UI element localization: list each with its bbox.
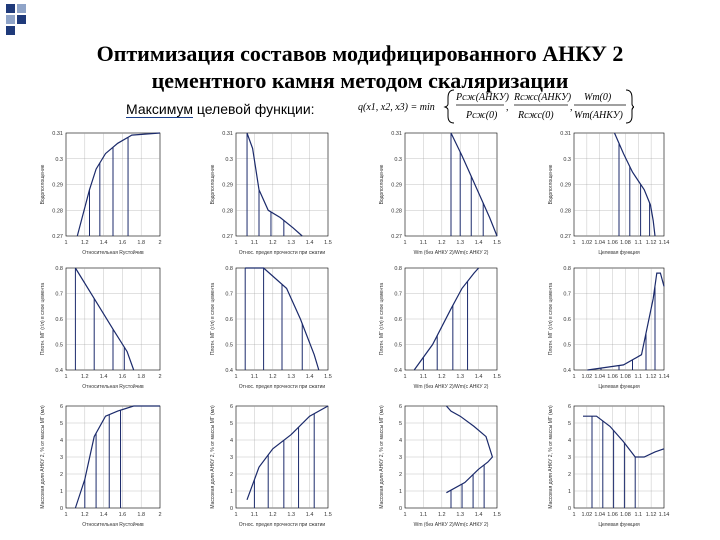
y-tick-label: 0.4 [55,368,63,374]
y-tick-label: 0.29 [391,182,402,189]
y-axis-label: Водопоглощение [40,164,46,205]
y-tick-label: 0.3 [394,156,402,163]
y-tick-label: 0.5 [55,342,63,349]
x-tick-label: 1.5 [324,240,332,246]
y-tick-label: 0.27 [391,234,402,240]
y-tick-label: 4 [229,438,233,444]
x-tick-label: 1.1 [419,374,428,380]
y-tick-label: 0.4 [394,368,402,374]
x-tick-label: 1.6 [118,374,127,380]
y-tick-label: 0.28 [222,208,233,215]
y-tick-label: 0.4 [563,368,571,374]
x-tick-label: 1.3 [287,240,296,246]
subtitle-highlight: Максимум [126,101,193,117]
chart-4 [548,131,669,256]
y-axis-label: Массовая доля АНКУ 2, % от массы МГ (мл) [548,405,554,509]
x-tick-label: 1.8 [137,240,146,246]
x-tick-label: 1.08 [620,512,631,518]
y-tick-label: 0.31 [391,131,402,137]
y-tick-label: 2 [398,472,402,478]
subtitle-rest: целевой функции: [192,101,315,117]
y-tick-label: 0.29 [52,182,63,189]
x-tick-label: 1.3 [456,512,465,518]
y-tick-label: 0.4 [225,368,233,374]
x-tick-label: 1.1 [250,512,259,518]
y-tick-label: 6 [229,404,233,410]
y-tick-label: 0.7 [394,291,402,298]
x-axis-label: Относительная Rустойчив [82,250,144,256]
x-tick-label: 1.2 [437,374,446,380]
x-tick-label: 1.5 [493,374,501,380]
x-tick-label: 1.2 [80,240,89,246]
y-tick-label: 3 [229,455,233,461]
x-tick-label: 1.08 [620,374,631,380]
y-tick-label: 0.6 [563,317,571,323]
y-axis-label: Массовая доля АНКУ 2, % от массы МГ (мл) [40,405,46,509]
chart-12 [548,404,669,528]
y-tick-label: 3 [59,455,63,461]
x-tick-label: 1 [403,512,407,518]
chart-9 [40,404,162,528]
y-tick-label: 0 [398,506,402,512]
x-tick-label: 1 [572,512,576,518]
y-tick-label: 6 [398,404,402,410]
y-tick-label: 0.5 [225,342,233,349]
x-tick-label: 1 [64,512,68,518]
y-tick-label: 2 [567,472,571,478]
term1-denominator: Pсж(0) [466,110,498,121]
term1-numerator: Pсж(АНКУ) [456,92,509,103]
x-tick-label: 1.3 [456,240,465,246]
x-tick-label: 1.4 [474,512,483,518]
y-axis-label: Водопоглощение [379,164,385,205]
x-tick-label: 1.2 [437,240,446,246]
y-tick-label: 0.7 [55,291,63,298]
x-tick-label: 1 [572,374,576,380]
y-tick-label: 0.8 [563,266,571,272]
chart-2 [210,131,332,256]
term3-denominator: Wm(АНКУ) [574,110,623,121]
x-tick-label: 1.4 [305,240,314,246]
x-tick-label: 1 [403,374,407,380]
y-tick-label: 0.29 [222,182,233,189]
x-tick-label: 1.1 [250,374,259,380]
y-tick-label: 0.5 [563,342,571,349]
y-tick-label: 1 [567,489,571,495]
series-line [583,416,664,457]
y-tick-label: 0.6 [394,317,402,323]
x-axis-label: Относ. предел прочности при сжатии [238,384,326,390]
x-tick-label: 1.4 [474,240,483,246]
y-tick-label: 0.3 [55,156,63,163]
y-axis-label: Водопоглощение [210,164,216,205]
chart-10 [210,404,332,528]
y-tick-label: 0.31 [52,131,63,137]
chart-11 [379,404,501,528]
x-tick-label: 1.6 [118,512,127,518]
x-tick-label: 1.02 [581,512,593,518]
x-axis-label: Wm (без АНКУ 2)/Wm(с АНКУ 2) [413,250,489,256]
x-tick-label: 1.04 [594,374,606,380]
chart-8 [548,266,669,390]
x-tick-label: 1.5 [493,240,501,246]
chart-5 [40,266,162,390]
y-tick-label: 1 [398,489,402,495]
y-tick-label: 0.28 [52,208,63,215]
x-tick-label: 1.14 [658,374,670,380]
formula-lhs: q(x1, x2, x3) = min [358,102,435,113]
y-tick-label: 0.7 [225,291,233,298]
x-tick-label: 1.12 [645,240,657,246]
term2-denominator: Rсжс(0) [518,110,554,121]
x-tick-label: 1.2 [80,512,89,518]
y-axis-label: Плотн. МГ (г/л) в слое цемента [548,282,554,356]
y-tick-label: 0.31 [560,131,571,137]
x-axis-label: Относительная Rустойчив [82,522,144,528]
x-tick-label: 1.3 [287,512,296,518]
y-tick-label: 5 [567,421,571,427]
x-tick-label: 1.2 [268,240,277,246]
x-tick-label: 1.3 [456,374,465,380]
x-tick-label: 1.8 [137,374,146,380]
y-tick-label: 1 [229,489,233,495]
x-tick-label: 1 [572,240,576,246]
y-tick-label: 4 [567,438,571,444]
chart-1 [40,131,162,256]
y-tick-label: 0.29 [560,182,571,189]
x-tick-label: 1.3 [287,374,296,380]
x-tick-label: 1.4 [99,240,108,246]
x-tick-label: 1.1 [419,240,428,246]
x-tick-label: 1.06 [607,240,618,246]
x-tick-label: 1 [403,240,407,246]
y-tick-label: 0.8 [55,266,63,272]
y-tick-label: 0.6 [55,317,63,323]
chart-6 [210,266,332,390]
x-tick-label: 1.4 [305,374,314,380]
y-tick-label: 5 [229,421,233,427]
series-line [588,273,665,370]
x-tick-label: 1.2 [437,512,446,518]
x-tick-label: 1.12 [645,374,657,380]
y-axis-label: Водопоглощение [548,164,554,205]
x-axis-label: Целевая функция [598,250,640,256]
x-tick-label: 1.04 [594,512,606,518]
y-tick-label: 1 [59,489,63,495]
x-tick-label: 1.1 [250,240,259,246]
y-tick-label: 0 [59,506,63,512]
term3-numerator: Wm(0) [584,92,612,103]
y-tick-label: 0.6 [225,317,233,323]
x-axis-label: Относ. предел прочности при сжатии [238,522,326,528]
y-tick-label: 0.28 [560,208,571,215]
x-tick-label: 1.2 [80,374,89,380]
title-line-2: цементного камня методом скаляризации [151,68,569,93]
x-tick-label: 1.6 [118,240,127,246]
x-tick-label: 2 [158,240,162,246]
x-tick-label: 1.1 [634,512,643,518]
y-tick-label: 0.7 [563,291,571,298]
x-tick-label: 2 [158,374,162,380]
x-axis-label: Относ. предел прочности при сжатии [238,250,326,256]
x-tick-label: 1.1 [419,512,428,518]
x-tick-label: 1.1 [634,240,643,246]
y-tick-label: 6 [567,404,571,410]
x-tick-label: 1 [234,374,238,380]
title-line-1: Оптимизация составов модифицированного АНКУ 2 [96,41,624,66]
y-axis-label: Массовая доля АНКУ 2, % от массы МГ (мл) [379,405,385,509]
x-tick-label: 1.4 [99,374,108,380]
y-tick-label: 4 [59,438,63,444]
y-tick-label: 0.5 [394,342,402,349]
y-tick-label: 2 [229,472,233,478]
x-tick-label: 1.14 [658,240,670,246]
y-tick-label: 0.8 [225,266,233,272]
x-tick-label: 1 [64,374,68,380]
y-tick-label: 0 [567,506,571,512]
x-tick-label: 1.5 [324,512,332,518]
x-tick-label: 1.5 [493,512,501,518]
x-axis-label: Wm (без АНКУ 2)/Wm(с АНКУ 2) [413,384,489,390]
x-tick-label: 1.02 [581,240,593,246]
x-tick-label: 1.5 [324,374,332,380]
chart-3 [379,131,501,256]
x-tick-label: 1.8 [137,512,146,518]
x-tick-label: 1.14 [658,512,670,518]
x-tick-label: 1.1 [634,374,643,380]
y-tick-label: 5 [398,421,402,427]
chart-7 [379,266,501,390]
x-tick-label: 1 [234,512,238,518]
series-line [446,406,492,493]
y-tick-label: 6 [59,404,63,410]
x-tick-label: 1 [64,240,68,246]
y-tick-label: 0.27 [560,234,571,240]
y-tick-label: 4 [398,438,402,444]
y-axis-label: Плотн. МГ (г/л) в слое цемента [40,282,46,356]
term2-numerator: Rсжс(АНКУ) [514,92,572,103]
x-tick-label: 1.2 [268,512,277,518]
y-tick-label: 0.8 [394,266,402,272]
x-tick-label: 1.12 [645,512,657,518]
x-tick-label: 1.2 [268,374,277,380]
x-tick-label: 1.4 [474,374,483,380]
x-tick-label: 1.4 [305,512,314,518]
term-separator-1: , [506,102,509,113]
x-tick-label: 1.4 [99,512,108,518]
y-tick-label: 0.31 [222,131,233,137]
x-axis-label: Относительная Rустойчив [82,384,144,390]
y-tick-label: 3 [567,455,571,461]
term-separator-2: , [570,102,573,113]
y-tick-label: 0.28 [391,208,402,215]
x-tick-label: 1.02 [581,374,593,380]
x-tick-label: 1 [234,240,238,246]
y-tick-label: 0.3 [563,156,571,163]
x-tick-label: 2 [158,512,162,518]
y-tick-label: 0.27 [222,234,233,240]
y-axis-label: Массовая доля АНКУ 2, % от массы МГ (мл) [210,405,216,509]
x-tick-label: 1.08 [620,240,631,246]
y-tick-label: 5 [59,421,63,427]
y-axis-label: Плотн. МГ (г/л) в слое цемента [379,282,385,356]
x-tick-label: 1.06 [607,512,618,518]
y-tick-label: 3 [398,455,402,461]
x-axis-label: Целевая функция [598,384,640,390]
y-tick-label: 0.27 [52,234,63,240]
y-axis-label: Плотн. МГ (г/л) в слое цемента [210,282,216,356]
x-axis-label: Wm (без АНКУ 2)/Wm(с АНКУ 2) [413,522,489,528]
x-axis-label: Целевая функция [598,522,640,528]
y-tick-label: 2 [59,472,63,478]
x-tick-label: 1.04 [594,240,606,246]
series-line [247,406,328,500]
y-tick-label: 0.3 [225,156,233,163]
y-tick-label: 0 [229,506,233,512]
x-tick-label: 1.06 [607,374,618,380]
